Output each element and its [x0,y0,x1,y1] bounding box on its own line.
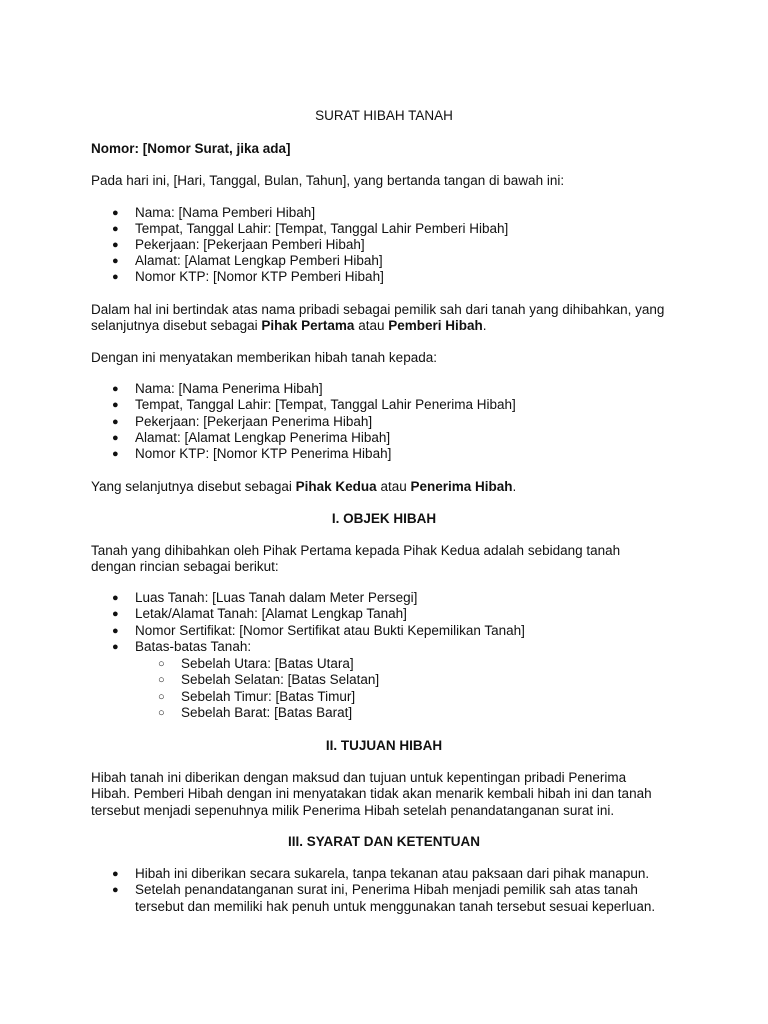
hollow-bullet-icon: ○ [158,707,165,719]
objek-paragraph: Tanah yang dihibahkan oleh Pihak Pertama kepada Pihak Kedua adalah sebidang tanah [91,543,621,558]
section-heading-tujuan-hibah: II. TUJUAN HIBAH [325,738,443,753]
penerima-intro: Dengan ini menyatakan memberikan hibah tanah kepada: [91,350,437,365]
pihak-pertama-paragraph-line2: selanjutnya disebut sebagai Pihak Pertama atau Pemberi Hibah. [91,318,487,333]
section-heading-objek-hibah: I. OBJEK HIBAH [331,511,437,526]
tujuan-paragraph-line3: tersebut menjadi sepenuhnya milik Penerima Hibah setelah penandatanganan surat ini. [91,803,615,818]
bullet-icon: ● [112,608,119,620]
bullet-icon: ● [112,416,119,428]
hollow-bullet-icon: ○ [158,674,165,686]
document-page: SURAT HIBAH TANAH Nomor: [Nomor Surat, jika ada] Pada hari ini, [Hari, Tanggal, Bulan, Tahun], yang bertanda tangan di bawah ini: ● Nama: [Nama Pemberi Hibah] ● Tempat, Tanggal Lahir: [Tempat, Tanggal Lahir Pemberi Hibah] ● Pekerjaan: [Pekerjaan Pemberi Hibah] ● Alamat: [Alamat Lengkap Pemberi Hibah] ● Nomor KTP: [Nomor KTP Pemberi Hibah] Dalam hal ini bertindak atas nama pribadi sebagai pemilik sah dari tanah yang dihibahkan, yang selanjutnya disebut sebagai Pihak Pertama atau Pemberi Hibah. Dengan ini menyatakan memberikan hibah tanah kepada: ● Nama: [Nama Penerima Hibah] ● Tempat, Tanggal Lahir: [Tempat, Tanggal Lahir Penerima Hibah] ● Pekerjaan: [Pekerjaan Penerima Hibah] ● Alamat: [Alamat Lengkap Penerima Hibah] ● Nomor KTP: [Nomor KTP Penerima Hibah] Yang selanjutnya disebut sebagai Pihak Kedua atau Penerima Hibah. I. OBJEK HIBAH Tanah yang dihibahkan oleh Pihak Pertama kepada Pihak Kedua adalah sebidang tanah dengan rincian sebagai berikut: ● Luas Tanah: [Luas Tanah dalam Meter Persegi] ● Letak/Alamat Tanah: [Alamat Lengkap Tanah] ● Nomor Sertifikat: [Nomor Sertifikat atau Bukti Kepemilikan Tanah] ● Batas-batas Tanah: ○ Sebelah Utara: [Batas Utara] ○ Sebelah Selatan: [Batas Selatan] ○ Sebelah Timur: [Batas Timur] ○ Sebelah Barat: [Batas Barat] II. TUJUAN HIBAH Hibah tanah ini diberikan dengan maksud dan tujuan untuk kepentingan pribadi Penerima Hibah. Pemberi Hibah dengan ini menyatakan tidak akan menarik kembali hibah ini dan tanah tersebut menjadi sepenuhnya milik Penerima Hibah setelah penandatanganan surat ini. III. SYARAT DAN KETENTUAN ● Hibah ini diberikan secara sukarela, tanpa tekanan atau paksaan dari pihak manapun. ● Setelah penandatanganan surat ini, Penerima Hibah menjadi pemilik sah atas tanah tersebut dan memiliki hak penuh untuk menggunakan tanah tersebut sesuai keperluan. [0,0,768,1024]
bullet-icon: ● [112,592,119,604]
bullet-icon: ● [112,625,119,637]
bullet-icon: ● [112,207,119,219]
bullet-icon: ● [112,641,119,653]
bullet-icon: ● [112,868,119,880]
bullet-icon: ● [112,432,119,444]
objek-paragraph-line2: dengan rincian sebagai berikut: [91,559,279,574]
bullet-icon: ● [112,383,119,395]
bullet-icon: ● [112,271,119,283]
document-title: SURAT HIBAH TANAH [315,108,453,123]
tujuan-paragraph-line2: Hibah. Pemberi Hibah dengan ini menyatakan tidak akan menarik kembali hibah ini dan tanah [91,786,652,801]
pihak-pertama-paragraph: Dalam hal ini bertindak atas nama pribadi sebagai pemilik sah dari tanah yang dihibahkan, yang [91,302,665,317]
bullet-icon: ● [112,884,119,896]
pihak-kedua-paragraph: Yang selanjutnya disebut sebagai Pihak Kedua atau Penerima Hibah. [91,479,517,494]
letter-number: Nomor: [Nomor Surat, jika ada] [91,141,291,156]
bullet-icon: ● [112,448,119,460]
section-heading-syarat-ketentuan: III. SYARAT DAN KETENTUAN [287,834,480,849]
bullet-icon: ● [112,255,119,267]
bullet-icon: ● [112,223,119,235]
bullet-icon: ● [112,239,119,251]
hollow-bullet-icon: ○ [158,658,165,670]
hollow-bullet-icon: ○ [158,691,165,703]
tujuan-paragraph-line1: Hibah tanah ini diberikan dengan maksud dan tujuan untuk kepentingan pribadi Penerima [91,770,627,785]
intro-paragraph: Pada hari ini, [Hari, Tanggal, Bulan, Tahun], yang bertanda tangan di bawah ini: [91,173,565,188]
bullet-icon: ● [112,399,119,411]
